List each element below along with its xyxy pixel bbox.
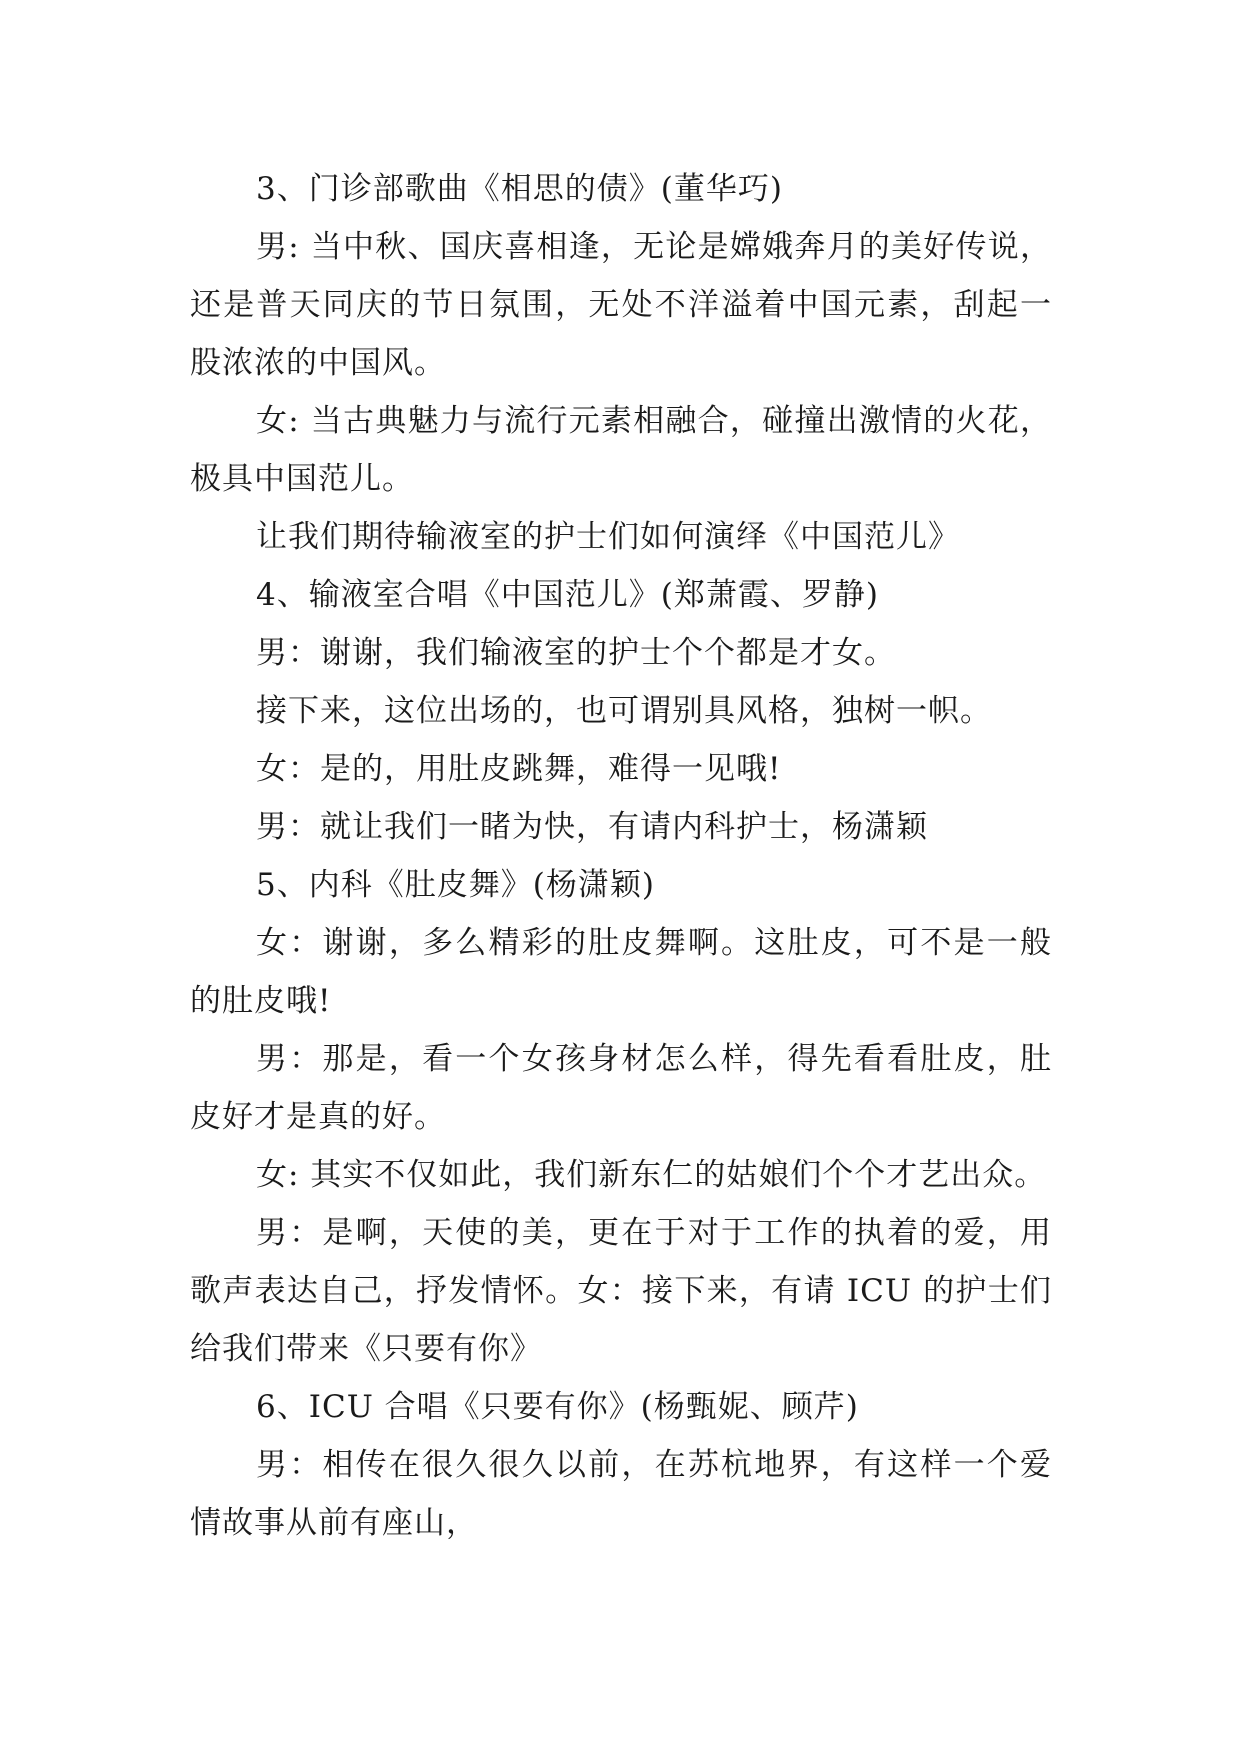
host-line-male: 男：是啊，天使的美，更在于对于工作的执着的爱，用歌声表达自己，抒发情怀。女：接下来，有请 ICU 的护士们给我们带来《只要有你》 bbox=[190, 1215, 1052, 1367]
program-item-6: 6、ICU 合唱《只要有你》(杨甄妮、顾芹) bbox=[256, 1389, 859, 1425]
host-line-female: 女: 其实不仅如此，我们新东仁的姑娘们个个才艺出众。 bbox=[256, 1157, 1047, 1193]
host-line-female: 女: 当古典魅力与流行元素相融合，碰撞出激情的火花，极具中国范儿。 bbox=[190, 403, 1052, 497]
document-body bbox=[190, 160, 1052, 1552]
host-line-female: 女：谢谢，多么精彩的肚皮舞啊。这肚皮，可不是一般的肚皮哦! bbox=[190, 925, 1052, 1019]
host-line-male: 男：谢谢，我们输液室的护士个个都是才女。 bbox=[256, 635, 896, 671]
host-line-male: 男：相传在很久很久以前，在苏杭地界，有这样一个爱情故事从前有座山， bbox=[190, 1447, 1052, 1541]
host-line: 让我们期待输液室的护士们如何演绎《中国范儿》 bbox=[256, 519, 960, 555]
host-line-male: 男：就让我们一睹为快，有请内科护士，杨潇颖 bbox=[256, 809, 928, 845]
host-line-male: 男: 当中秋、国庆喜相逢，无论是嫦娥奔月的美好传说，还是普天同庆的节日氛围，无处不洋溢着中国元素，刮起一股浓浓的中国风。 bbox=[190, 229, 1052, 381]
program-item-5: 5、内科《肚皮舞》(杨潇颖) bbox=[256, 867, 655, 903]
host-line-male: 男：那是，看一个女孩身材怎么样，得先看看肚皮，肚皮好才是真的好。 bbox=[190, 1041, 1052, 1135]
program-item-4: 4、输液室合唱《中国范儿》(郑萧霞、罗静) bbox=[256, 577, 879, 613]
host-line-female: 女：是的，用肚皮跳舞，难得一见哦! bbox=[256, 751, 782, 787]
program-item-3: 3、门诊部歌曲《相思的债》(董华巧) bbox=[256, 171, 783, 207]
host-line: 接下来，这位出场的，也可谓别具风格，独树一帜。 bbox=[256, 693, 992, 729]
